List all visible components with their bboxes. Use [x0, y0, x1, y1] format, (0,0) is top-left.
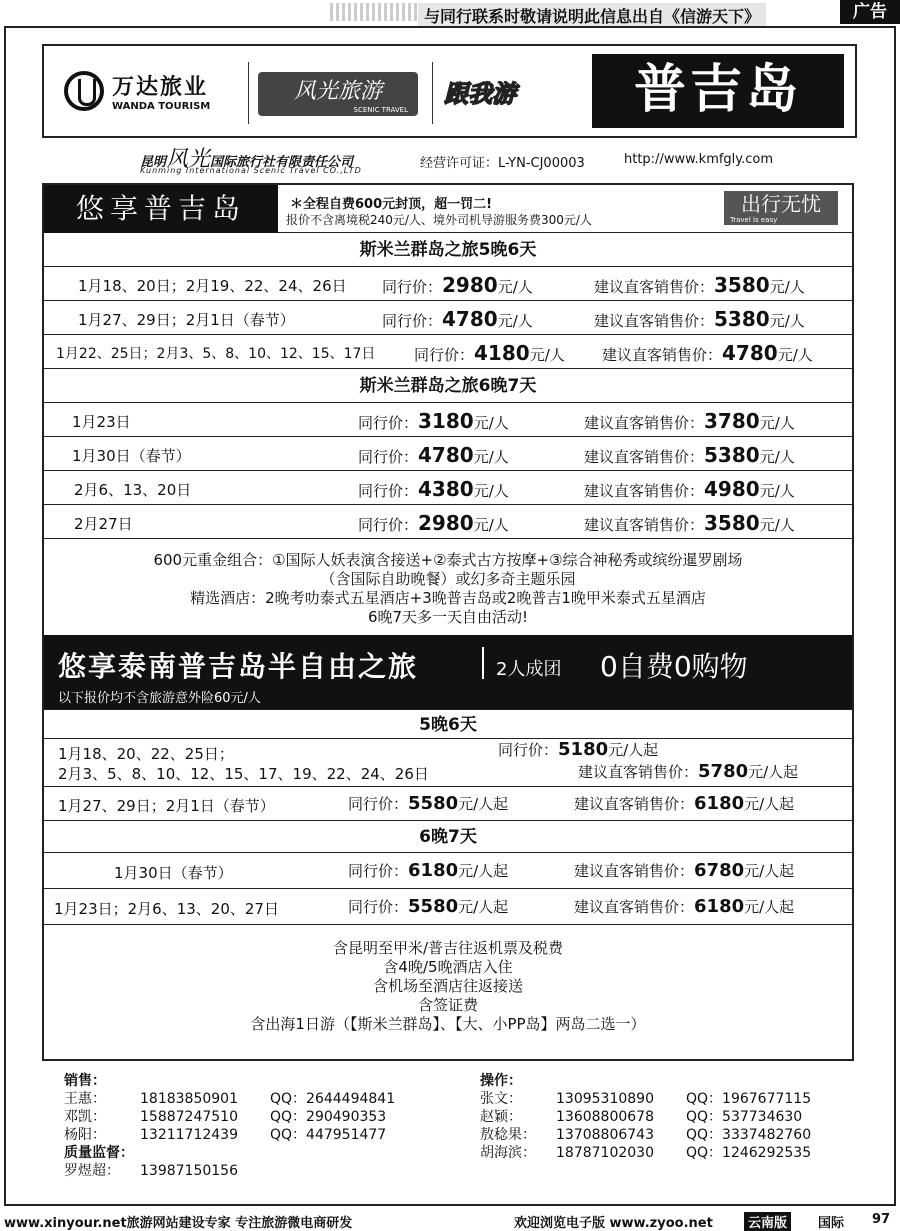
tour-title: 5晚6天 — [44, 709, 852, 739]
section2-header — [44, 635, 852, 709]
contact-row: 杨阳： 13211712439 QQ：447951477 — [64, 1127, 387, 1143]
section-label: 国际 — [818, 1216, 845, 1231]
price-row: 1月18、20、22、25日； 2月3、5、8、10、12、15、17、19、22、24、26日 同行价：5180元/人起 建议直客销售价：5780元/人起 — [44, 739, 852, 787]
price-row: 1月23日；2月6、13、20、27日 同行价：5580元/人起 建议直客销售价：6180元/人起 — [44, 889, 852, 925]
play-logo: 跟我游 — [444, 80, 516, 108]
wanda-logo — [64, 70, 210, 112]
price-row: 1月22、25日；2月3、5、8、10、12、15、17日 同行价：4180元/人 建议直客销售价：4780元/人 — [44, 335, 852, 369]
contact-row: 赵颖： 13608800678 QQ：537734630 — [480, 1109, 803, 1125]
logo-banner — [42, 44, 857, 138]
price-row: 2月6、13、20日 同行价：4380元/人 建议直客销售价：4980元/人 — [44, 471, 852, 505]
sales-label: 销售： — [64, 1073, 106, 1089]
dot-pattern — [330, 3, 420, 21]
includes-list: 含昆明至甲米/普吉往返机票及税费 含4晚/5晚酒店入住 含机场至酒店往返接送 含签证费 含出海1日游（【斯米兰群岛】、【大、小PP岛】两岛二选一） — [250, 939, 646, 1033]
price-row: 2月27日 同行价：2980元/人 建议直客销售价：3580元/人 — [44, 505, 852, 539]
company-name-en: Kunming International Scenic Travel CO.,LTD — [140, 166, 362, 175]
sales-contacts — [64, 1072, 395, 1180]
page-number: 97 — [872, 1212, 891, 1227]
group-size: 2人成团 — [496, 659, 562, 680]
price-row: 1月30日（春节） 同行价：6180元/人起 建议直客销售价：6780元/人起 — [44, 853, 852, 889]
ops-contacts — [480, 1072, 811, 1162]
contact-row: 王惠： 18183850901 QQ：2644494841 — [64, 1091, 396, 1107]
price-row: 1月23日 同行价：3180元/人 建议直客销售价：3780元/人 — [44, 403, 852, 437]
top-banner — [0, 0, 900, 26]
contact-row: 邓凯： 15887247510 QQ：290490353 — [64, 1109, 387, 1125]
contact-row: 敖稔果： 13708806743 QQ：3337482760 — [480, 1127, 812, 1143]
wanda-name-en: WANDA TOURISM — [112, 101, 211, 112]
logo-divider — [248, 62, 249, 124]
ad-label: 广告 — [840, 0, 900, 24]
tour-title: 斯米兰群岛之旅6晚7天 — [44, 369, 852, 403]
footer-website: 欢迎浏览电子版 www.zyoo.net — [514, 1216, 713, 1231]
wanda-icon — [64, 71, 104, 111]
contact-row: 张文： 13095310890 QQ：1967677115 — [480, 1091, 812, 1107]
section1-header — [44, 185, 852, 233]
section1-note: ＊全程自费600元封顶，超一罚二! — [290, 197, 493, 212]
price-row: 1月30日（春节） 同行价：4780元/人 建议直客销售价：5380元/人 — [44, 437, 852, 471]
destination-title: 普吉岛 — [592, 54, 844, 128]
tour-title: 斯米兰群岛之旅5晚6天 — [44, 233, 852, 267]
section2-title: 悠享泰南普吉岛半自由之旅 — [58, 650, 419, 683]
wanda-name: 万达旅业 — [112, 75, 209, 100]
tour-title: 6晚7天 — [44, 821, 852, 853]
price-row: 1月18、20日；2月19、22、24、26日 同行价：2980元/人 建议直客销售价：3580元/人 — [44, 267, 852, 301]
license-number: 经营许可证：L-YN-CJ00003 — [420, 156, 585, 171]
package-info: 600元重金组合：①国际人妖表演含接送+②泰式古方按摩+③综合神秘秀或缤纷暹罗剧场 （含国际自助晚餐）或幻多奇主题乐园 精选酒店：2晚考叻泰式五星酒店+3晚普吉岛或2晚普吉1晚甲米泰式五星酒店 6晚7天多一天自由活动! — [153, 551, 743, 626]
contact-row: 胡海滨： 18787102030 QQ：1246292535 — [480, 1145, 812, 1161]
section1-title: 悠享普吉岛 — [44, 185, 278, 233]
travel-easy-logo: 出行无忧 Travel is easy — [724, 191, 838, 225]
main-panel — [42, 183, 854, 1061]
zero-shopping: 0自费0购物 — [600, 650, 748, 683]
price-row: 1月27、29日；2月1日（春节） 同行价：5580元/人起 建议直客销售价：6180元/人起 — [44, 787, 852, 821]
source-notice: 与同行联系时敬请说明此信息出自《信游天下》 — [418, 3, 766, 28]
qc-label: 质量监督： — [64, 1145, 134, 1161]
company-url: http://www.kmfgly.com — [624, 152, 774, 167]
price-row: 1月27、29日；2月1日（春节） 同行价：4780元/人 建议直客销售价：5380元/人 — [44, 301, 852, 335]
fengguang-logo: 风光旅游 SCENIC TRAVEL — [258, 72, 418, 116]
company-name: 昆明风光国际旅行社有限责任公司 — [140, 147, 354, 172]
insurance-note: 以下报价均不含旅游意外险60元/人 — [58, 691, 261, 706]
page-footer — [0, 1210, 900, 1230]
footer-left: www.xinyour.net旅游网站建设专家 专注旅游微电商研发 — [4, 1216, 353, 1231]
contact-row: 罗煜超： 13987150156 — [64, 1163, 238, 1179]
section1-note: 报价不含离境税240元/人、境外司机导游服务费300元/人 — [286, 213, 592, 227]
logo-divider — [432, 62, 433, 124]
region-badge: 云南版 — [744, 1212, 791, 1231]
header-separator — [482, 647, 484, 679]
ops-label: 操作： — [480, 1073, 522, 1089]
